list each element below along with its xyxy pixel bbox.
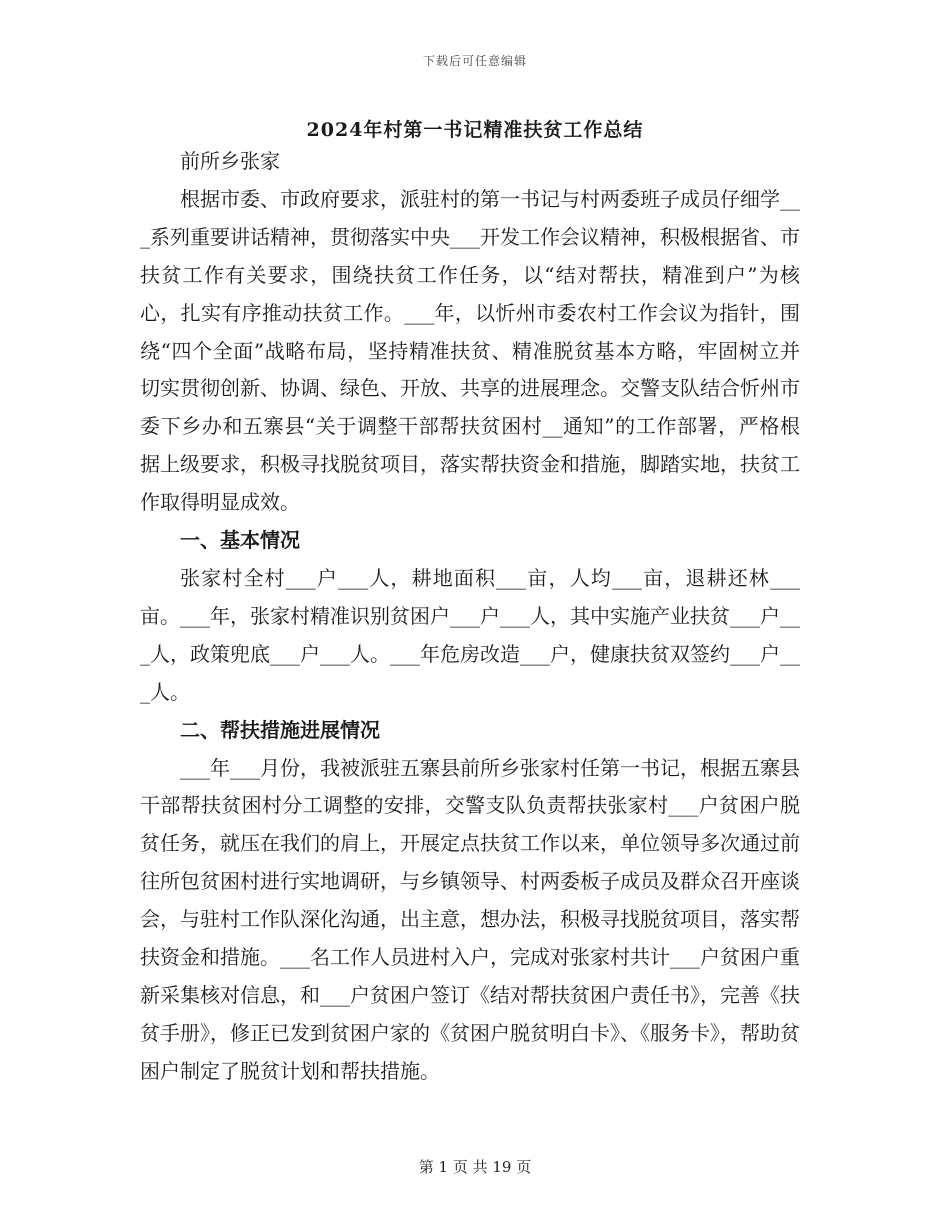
basic-situation-paragraph: 张家村全村___户___人，耕地面积___亩，人均___亩，退耕还林___亩。___年，张家村精准识别贫困户___户___人，其中实施产业扶贫___户___人，政策兜底___户___人。___年危房改造___户，健康扶贫双签约___户___人。 <box>140 565 800 704</box>
author-line: 前所乡张家 <box>180 149 280 173</box>
section-heading-assistance-progress: 二、帮扶措施进展情况 <box>180 717 380 742</box>
document-title: 2024年村第一书记精准扶贫工作总结 <box>306 119 644 141</box>
page-footer: 第 1 页 共 19 页 <box>418 1158 532 1176</box>
intro-paragraph: 根据市委、市政府要求，派驻村的第一书记与村两委班子成员仔细学___系列重要讲话精神，贯彻落实中央___开发工作会议精神，积极根据省、市扶贫工作有关要求，围绕扶贫工作任务，以“结对帮扶，精准到户”为核心，扎实有序推动扶贫工作。___年，以忻州市委农村工作会议为指针，围绕“四个全面”战略布局，坚持精准扶贫、精准脱贫基本方略，牢固树立并切实贯彻创新、协调、绿色、开放、共享的进展理念。交警支队结合忻州市委下乡办和五寨县“关于调整干部帮扶贫困村__通知”的工作部署，严格根据上级要求，积极寻找脱贫项目，落实帮扶资金和措施，脚踏实地，扶贫工作取得明显成效。 <box>140 186 800 515</box>
header-note: 下载后可任意编辑 <box>422 54 527 68</box>
assistance-progress-paragraph: ___年___月份，我被派驻五寨县前所乡张家村任第一书记，根据五寨县干部帮扶贫困村分工调整的安排，交警支队负责帮扶张家村___户贫困户脱贫任务，就压在我们的肩上，开展定点扶贫工作以来，单位领导多次通过前往所包贫困村进行实地调研，与乡镇领导、村两委板子成员及群众召开座谈会，与驻村工作队深化沟通，出主意，想办法，积极寻找脱贫项目，落实帮扶资金和措施。___名工作人员进村入户，完成对张家村共计___户贫困户重新采集核对信息，和___户贫困户签订《结对帮扶贫困户责任书》，完善《扶贫手册》，修正已发到贫困户家的《贫困户脱贫明白卡》、《服务卡》，帮助贫困户制定了脱贫计划和帮扶措施。 <box>140 755 800 1083</box>
document-body <box>140 143 800 1091</box>
section-heading-basic-situation: 一、基本情况 <box>180 528 300 553</box>
